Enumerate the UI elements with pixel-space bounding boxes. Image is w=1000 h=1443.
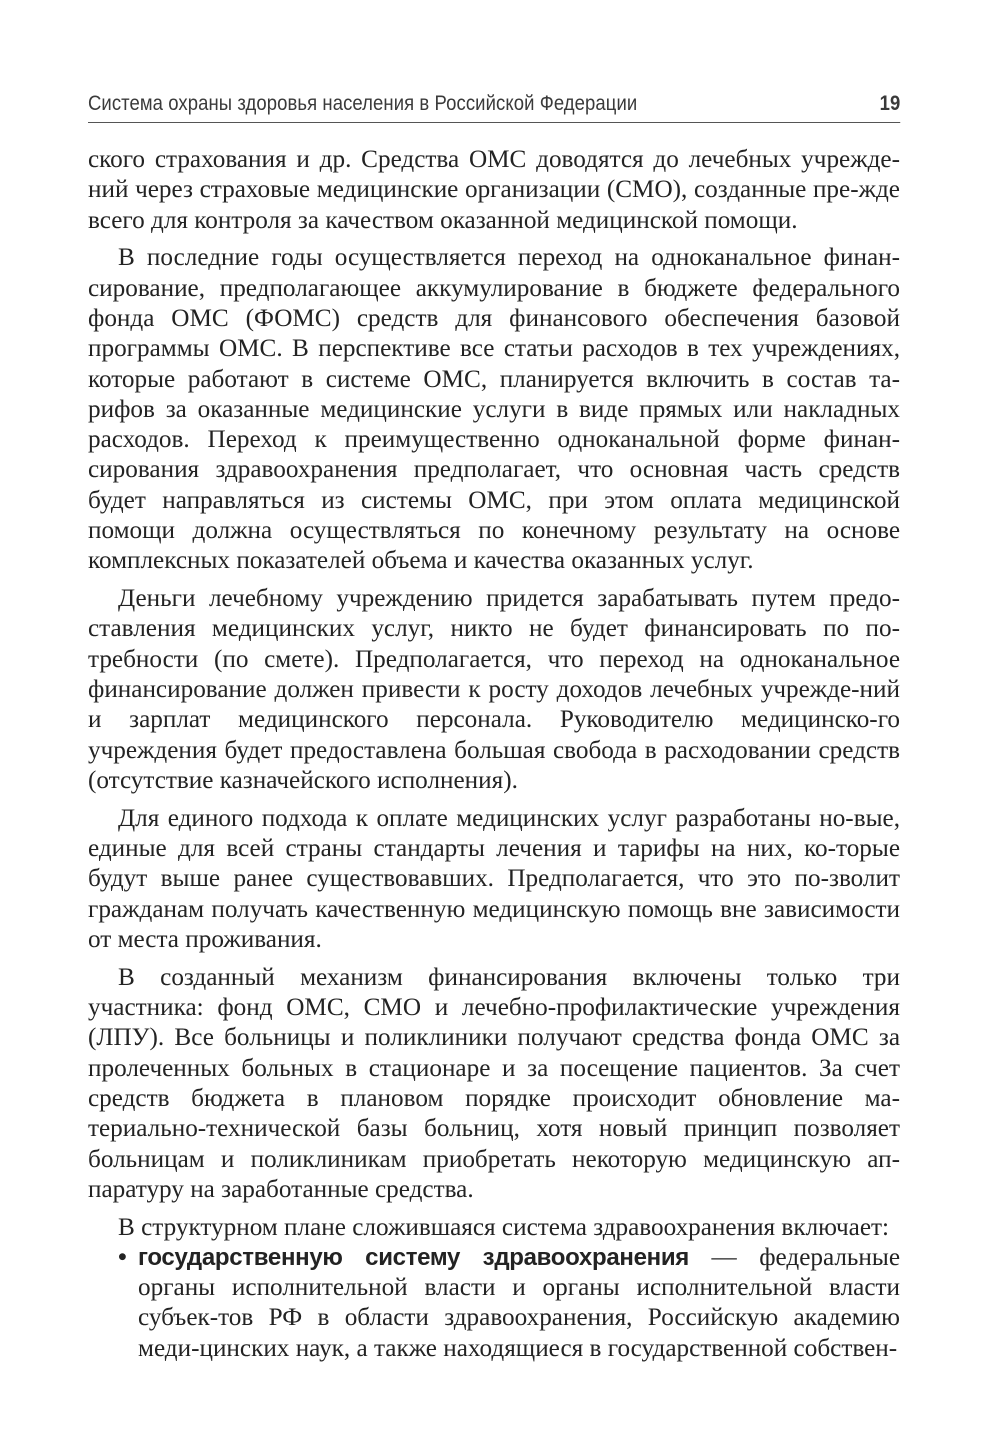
paragraph-1: ского страхования и др. Средства ОМС доводятся до лечебных учрежде-ний через страховые медицинские организации (СМО), созданные пре-жде всего для контроля за качеством оказанной медицинской помощи. — [88, 146, 900, 234]
paragraph-4: Для единого подхода к оплате медицинских услуг разработаны но-вые, единые для всей страны стандарты лечения и тарифы на них, ко-торые будут выше ранее существовавших. Предполагается, что это по-зволит гражданам получать качественную медицинскую помощь вне зависимости от места проживания. — [88, 804, 900, 953]
bullet-list — [88, 1243, 900, 1364]
paragraph-5: В созданный механизм финансирования включены только три участника: фонд ОМС, СМО и лечебно-профилактические учреждения (ЛПУ). Все больницы и поликлиники получают средства фонда ОМС за пролеченных больных в стационаре и за посещение пациентов. За счет средств бюджета в плановом порядке происходит обновление ма-териально-технической базы больниц, хотя новый принцип позволяет больницам и поликлиникам приобретать некоторую медицинскую ап-паратуру на заработанные средства. — [88, 963, 900, 1203]
header-title: Система охраны здоровья населения в Российской Федерации — [88, 92, 638, 115]
bullet-item — [88, 1243, 900, 1364]
paragraph-2: В последние годы осуществляется переход на одноканальное финан-сирование, предполагающее аккумулирование в бюджете федерального фонда ОМС (ФОМС) средств для финансового обеспечения базовой программы ОМС. В перспективе все статьи расходов в тех учреждениях, которые работают в системе ОМС, планируется включить в состав та-рифов за оказанные медицинские услуги в виде прямых или накладных расходов. Переход к преимущественно одноканальной форме финан-сирования здравоохранения предполагает, что основная часть средств будет направляться из системы ОМС, при этом оплата медицинской помощи должна осуществляться по конечному результату на основе комплексных показателей объема и качества оказанных услуг. — [88, 244, 900, 575]
bullet-text: — федеральные органы исполнительной власти и органы исполнительной власти субъек-тов РФ в области здравоохранения, Российскую академию меди-цинских наук, а также находящиеся в государственной собствен- — [138, 1243, 901, 1362]
bullet-marker: • — [118, 1243, 127, 1271]
body-text — [88, 145, 900, 1364]
page-number: 19 — [879, 92, 901, 115]
running-header — [88, 86, 900, 123]
bullet-term: государственную систему здравоохранения — [138, 1243, 689, 1271]
paragraph-6: В структурном плане сложившаяся система здравоохранения включает: — [118, 1213, 890, 1241]
paragraph-3: Деньги лечебному учреждению придется зарабатывать путем предо-ставления медицинских услуг, никто не будет финансировать по по-требности (по смете). Предполагается, что переход на одноканальное финансирование должен привести к росту доходов лечебных учрежде-ний и зарплат медицинского персонала. Руководителю медицинско-го учреждения будет предоставлена большая свобода в расходовании средств (отсутствие казначейского исполнения). — [88, 585, 900, 794]
